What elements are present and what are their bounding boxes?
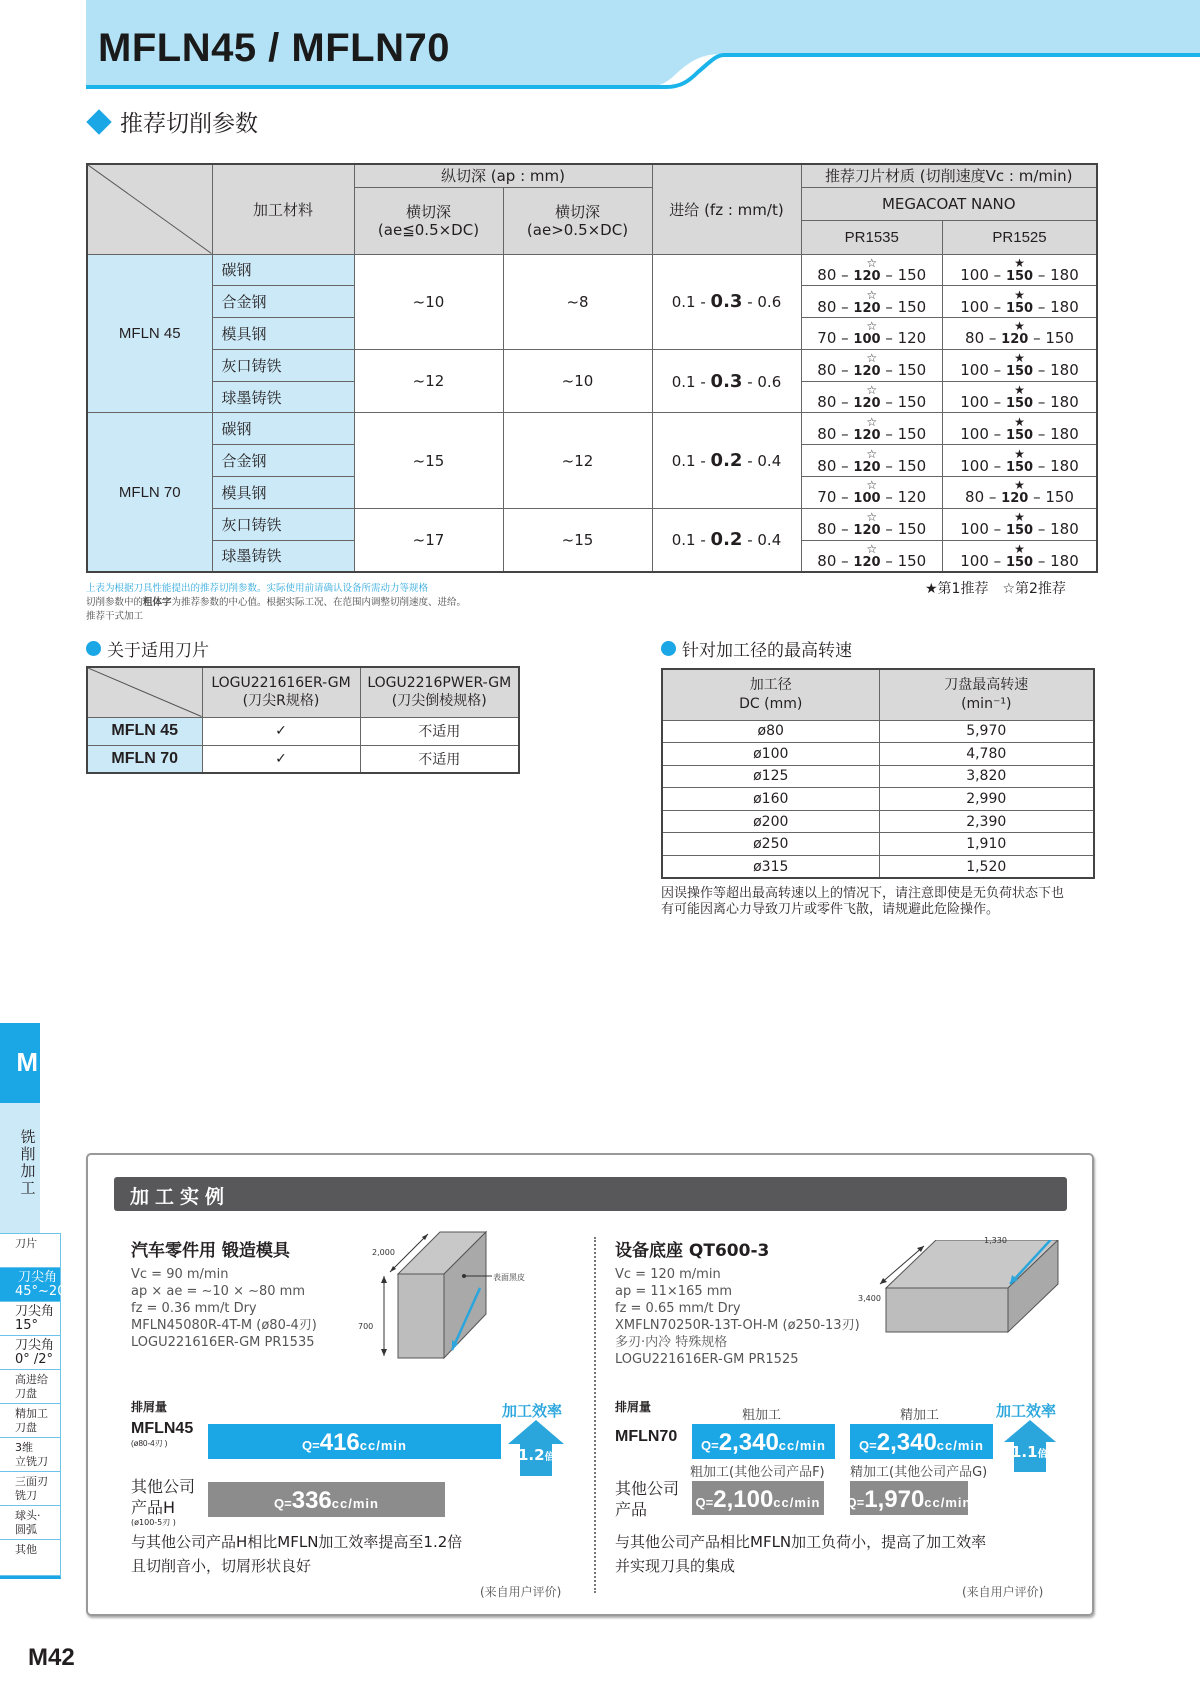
speed-cell-pr1535: ☆ 80 – 120 – 150	[801, 413, 943, 445]
side-nav-item[interactable]: 球头· 圆弧	[0, 1506, 60, 1540]
outline-star-icon: ☆	[866, 287, 878, 302]
section-name-milling: 铣 削 加 工	[0, 1103, 40, 1233]
table-row	[87, 254, 1097, 286]
case2-efficiency: 1.1倍	[1011, 1443, 1048, 1461]
dc-cell: ø250	[662, 833, 879, 856]
surface-label: 表面黑皮	[493, 1273, 525, 1282]
ap-small-cell: ~15	[354, 413, 503, 508]
side-nav-item[interactable]: 刀尖角 0° /2°	[0, 1336, 60, 1370]
case1-efficiency: 1.2倍	[518, 1446, 555, 1464]
filled-star-icon: ★	[1014, 319, 1025, 334]
filled-star-icon: ★	[1014, 255, 1025, 270]
radial-large-header: 横切深 (ae>0.5×DC)	[503, 187, 652, 254]
side-nav-item[interactable]: 刀尖角 45°~20°	[0, 1268, 60, 1302]
table-row	[87, 413, 1097, 445]
case1-summary: 与其他公司产品H相比MFLN加工效率提高至1.2倍 且切削音小，切屑形状良好	[131, 1533, 463, 1575]
material-cell: 灰口铸铁	[212, 349, 354, 381]
ap-large-cell: ~15	[503, 508, 652, 572]
coating-header: MEGACOAT NANO	[801, 187, 1097, 220]
table-row	[662, 765, 1094, 788]
material-cell: 球墨铸铁	[212, 381, 354, 413]
case2-workpiece-diagram	[860, 1240, 1060, 1380]
ap-small-cell: ~17	[354, 508, 503, 572]
speed-cell-pr1535: ☆ 80 – 120 – 150	[801, 286, 943, 318]
table-row	[87, 349, 1097, 381]
divider	[594, 1237, 596, 1593]
material-cell: 合金钢	[212, 286, 354, 318]
table-row: MFLN 70 ✓ 不适用	[87, 745, 519, 773]
circle-bullet-icon	[86, 641, 101, 656]
corner-cell	[87, 667, 202, 717]
max-speed-table	[661, 668, 1095, 879]
material-header: 加工材料	[212, 164, 354, 254]
case1-other-bar: Q= 336 cc/min	[208, 1482, 445, 1517]
ap-large-cell: ~8	[503, 254, 652, 349]
outline-star-icon: ☆	[866, 541, 878, 556]
outline-star-icon: ☆	[866, 478, 878, 493]
speed-cell-pr1525: ★ 100 – 150 – 180	[943, 254, 1097, 286]
grade-group-header: 推荐刀片材质 (切削速度Vc : m/min)	[801, 164, 1097, 187]
speed-cell-pr1525: ★ 100 – 150 – 180	[943, 381, 1097, 413]
case2-product: MFLN70	[615, 1428, 678, 1445]
case1-product-bar: Q= 416 cc/min	[208, 1424, 501, 1459]
case2-other-rough-bar: Q= 2,100 cc/min	[692, 1481, 824, 1515]
star-legend: ★第1推荐 ☆第2推荐	[925, 581, 1066, 597]
filled-star-icon: ★	[1014, 510, 1025, 525]
material-cell: 模具钢	[212, 477, 354, 509]
outline-star-icon: ☆	[866, 255, 878, 270]
feed-cell: 0.1 - 0.3 - 0.6	[652, 254, 801, 349]
speed-cell-pr1535: ☆ 80 – 120 – 150	[801, 540, 943, 572]
material-cell: 合金钢	[212, 445, 354, 477]
outline-star-icon: ☆	[866, 383, 878, 398]
speed-cell-pr1535: ☆ 80 – 120 – 150	[801, 254, 943, 286]
material-cell: 灰口铸铁	[212, 508, 354, 540]
filled-star-icon: ★	[1014, 287, 1025, 302]
table-row	[662, 856, 1094, 879]
outline-star-icon: ☆	[866, 446, 878, 461]
feed-header: 进给 (fz : mm/t)	[652, 164, 801, 254]
table-row	[662, 833, 1094, 856]
grade-pr1535-header: PR1535	[801, 220, 943, 254]
radial-small-header: 横切深 (ae≦0.5×DC)	[354, 187, 503, 254]
side-nav-item[interactable]: 其他	[0, 1540, 60, 1576]
table-row	[662, 743, 1094, 766]
speed-cell-pr1535: ☆ 80 – 120 – 150	[801, 349, 943, 381]
outline-star-icon: ☆	[866, 510, 878, 525]
side-nav	[0, 1233, 72, 1579]
dc-header: 加工径 DC (mm)	[662, 669, 879, 720]
dc-cell: ø125	[662, 765, 879, 788]
side-nav-item[interactable]: 刀尖角 15°	[0, 1302, 60, 1336]
insert-section-title: 关于适用刀片	[86, 636, 209, 661]
ap-large-cell: ~10	[503, 349, 652, 413]
feed-cell: 0.1 - 0.2 - 0.4	[652, 508, 801, 572]
speed-cell-pr1535: ☆ 70 – 100 – 120	[801, 477, 943, 509]
rpm-cell: 1,910	[879, 833, 1094, 856]
speed-section-title: 针对加工径的最高转速	[661, 636, 852, 661]
feed-cell: 0.1 - 0.3 - 0.6	[652, 349, 801, 413]
case2-conditions: Vc = 120 m/min ap = 11×165 mm fz = 0.65 mm/t Dry XMFLN70250R-13T-OH-M (ø250-13刃) 多刃·内冷 特殊规格 LOGU221616ER-GM PR1525	[615, 1267, 860, 1367]
dc-cell: ø200	[662, 810, 879, 833]
ap-small-cell: ~12	[354, 349, 503, 413]
table-row	[87, 508, 1097, 540]
case2-summary: 与其他公司产品相比MFLN加工负荷小，提高了加工效率 并实现刀具的集成	[615, 1533, 987, 1575]
case1-conditions: Vc = 90 m/min ap × ae = ∼10 × ∼80 mm fz = 0.36 mm/t Dry MFLN45080R-4T-M (ø80-4刃) LOGU221616ER-GM PR1535	[131, 1267, 317, 1350]
dc-cell: ø100	[662, 743, 879, 766]
case1-product: MFLN45 (ø80-4刃 )	[131, 1420, 194, 1448]
speed-cell-pr1535: ☆ 80 – 120 – 150	[801, 445, 943, 477]
section-tab-m[interactable]: M	[0, 1023, 40, 1103]
rpm-cell: 1,520	[879, 856, 1094, 879]
case2-title: 设备底座 QT600-3	[615, 1241, 770, 1261]
filled-star-icon: ★	[1014, 414, 1025, 429]
speed-cell-pr1525: ★ 100 – 150 – 180	[943, 286, 1097, 318]
page-title: MFLN45 / MFLN70	[98, 26, 450, 70]
corner-cell	[87, 164, 212, 254]
speed-cell-pr1525: ★ 80 – 120 – 150	[943, 477, 1097, 509]
cutting-parameters-table	[86, 163, 1098, 573]
rpm-cell: 2,990	[879, 788, 1094, 811]
speed-cell-pr1525: ★ 100 – 150 – 180	[943, 445, 1097, 477]
filled-star-icon: ★	[1014, 478, 1025, 493]
speed-cell-pr1525: ★ 100 – 150 – 180	[943, 413, 1097, 445]
table-row	[662, 810, 1094, 833]
speed-cell-pr1525: ★ 100 – 150 – 180	[943, 349, 1097, 381]
section-title: 推荐切削参数	[86, 105, 258, 138]
case2-other: 其他公司 产品	[615, 1479, 680, 1519]
material-cell: 模具钢	[212, 318, 354, 350]
examples-title: 加工实例	[114, 1177, 1067, 1211]
filled-star-icon: ★	[1014, 446, 1025, 461]
axial-depth-header: 纵切深 (ap : mm)	[354, 164, 652, 187]
series-label: MFLN 45	[87, 254, 212, 413]
speed-cell-pr1525: ★ 80 – 120 – 150	[943, 318, 1097, 350]
page-number: M42	[28, 1644, 75, 1671]
dc-cell: ø315	[662, 856, 879, 879]
check-icon: ✓	[202, 745, 360, 773]
side-nav-item[interactable]: 三面刃 铣刀	[0, 1472, 60, 1506]
outline-star-icon: ☆	[866, 351, 878, 366]
insert-compat-table	[86, 666, 520, 774]
table-notes: 上表为根据刀具性能提出的推荐切削参数。实际使用前请确认设备所需动力等规格 切削参数中的粗体字为推荐参数的中心值。根据实际工况、在范围内调整切削速度、进给。 推荐干式加工	[86, 583, 467, 622]
material-cell: 碳钢	[212, 413, 354, 445]
speed-warning: 因误操作等超出最高转速以上的情况下，请注意即使是无负荷状态下也 有可能因离心力导致刀片或零件飞散，请规避此危险操作。	[661, 886, 1065, 917]
side-nav-item[interactable]: 高进给 刀盘	[0, 1370, 60, 1404]
dc-cell: ø80	[662, 720, 879, 743]
series-label: MFLN 70	[87, 413, 212, 572]
filled-star-icon: ★	[1014, 383, 1025, 398]
rpm-cell: 3,820	[879, 765, 1094, 788]
material-cell: 球墨铸铁	[212, 540, 354, 572]
ap-large-cell: ~12	[503, 413, 652, 508]
speed-cell-pr1535: ☆ 80 – 120 – 150	[801, 508, 943, 540]
insert-col2-header: LOGU2216PWER-GM (刀尖倒棱规格)	[360, 667, 519, 717]
feed-cell: 0.1 - 0.2 - 0.4	[652, 413, 801, 508]
case1-other: 其他公司 产品H (ø100-5刃 )	[131, 1477, 196, 1527]
case2-finish-bar: Q= 2,340 cc/min	[850, 1424, 993, 1459]
dc-cell: ø160	[662, 788, 879, 811]
circle-bullet-icon	[661, 641, 676, 656]
rpm-cell: 2,390	[879, 810, 1094, 833]
side-nav-item[interactable]: 精加工 刀盘	[0, 1404, 60, 1438]
rpm-header: 刀盘最高转速 (min⁻¹)	[879, 669, 1094, 720]
table-row	[662, 720, 1094, 743]
side-nav-item[interactable]: 刀片	[0, 1234, 60, 1268]
grade-pr1525-header: PR1525	[943, 220, 1097, 254]
speed-cell-pr1535: ☆ 80 – 120 – 150	[801, 381, 943, 413]
material-cell: 碳钢	[212, 254, 354, 286]
ap-small-cell: ~10	[354, 254, 503, 349]
filled-star-icon: ★	[1014, 541, 1025, 556]
filled-star-icon: ★	[1014, 351, 1025, 366]
speed-cell-pr1535: ☆ 70 – 100 – 120	[801, 318, 943, 350]
table-row	[662, 788, 1094, 811]
case1-title: 汽车零件用 锻造模具	[131, 1241, 290, 1261]
outline-star-icon: ☆	[866, 319, 878, 334]
outline-star-icon: ☆	[866, 414, 878, 429]
table-row: MFLN 45 ✓ 不适用	[87, 717, 519, 745]
side-nav-item[interactable]: 3维 立铣刀	[0, 1438, 60, 1472]
check-icon: ✓	[202, 717, 360, 745]
speed-cell-pr1525: ★ 100 – 150 – 180	[943, 508, 1097, 540]
case2-other-finish-bar: Q= 1,970 cc/min	[850, 1481, 968, 1515]
rpm-cell: 5,970	[879, 720, 1094, 743]
insert-col1-header: LOGU221616ER-GM (刀尖R规格)	[202, 667, 360, 717]
rpm-cell: 4,780	[879, 743, 1094, 766]
diamond-bullet-icon	[86, 109, 111, 134]
case2-rough-bar: Q= 2,340 cc/min	[692, 1424, 835, 1459]
speed-cell-pr1525: ★ 100 – 150 – 180	[943, 540, 1097, 572]
